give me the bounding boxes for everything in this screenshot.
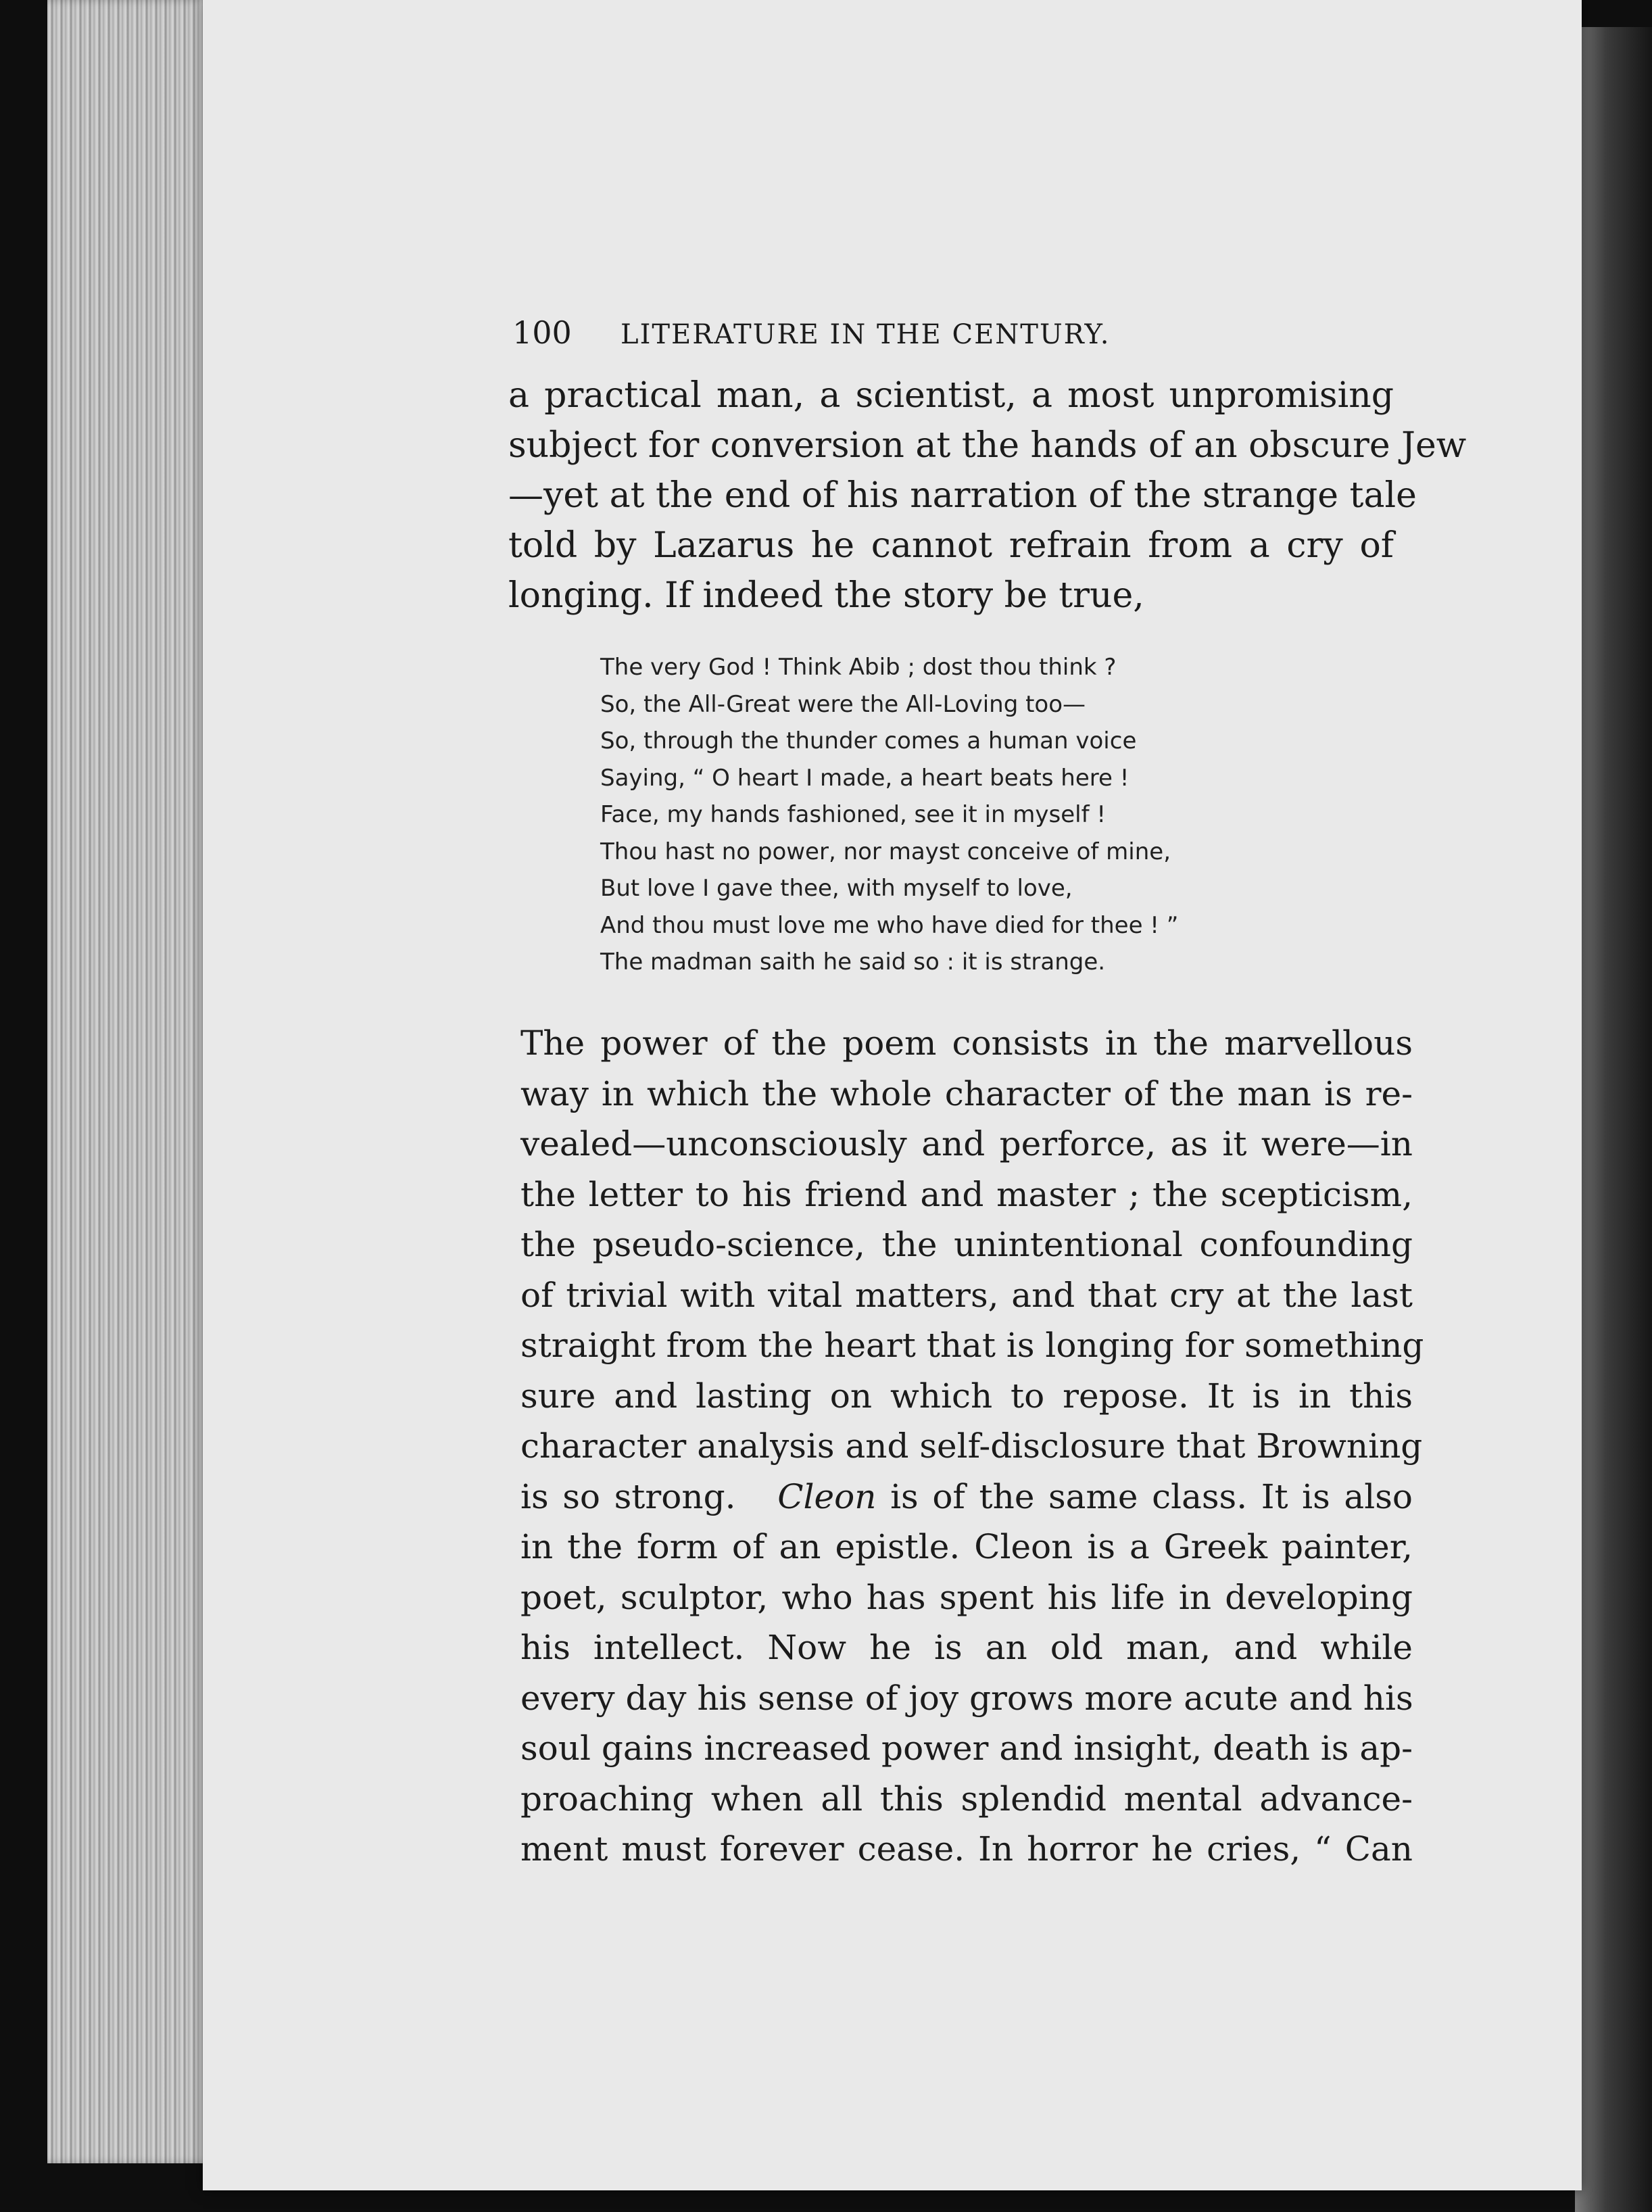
text-line: poet, sculptor, who has spent his life in developing	[520, 1577, 1413, 1617]
text-line: subject for conversion at the hands of an obscure Jew	[508, 425, 1467, 466]
poem-line: So, the All-Great were the All-Loving too—	[600, 690, 1086, 718]
text-line: the pseudo-science, the unintentional confounding	[520, 1225, 1413, 1264]
stacked-page-edges	[47, 0, 223, 2163]
binding-shadow	[1575, 27, 1652, 2212]
poem-line: The very God ! Think Abib ; dost thou think ?	[600, 654, 1117, 681]
text-line: vealed—unconsciously and perforce, as it were—in	[520, 1124, 1413, 1163]
line-end: is of the same class. It is also	[890, 1476, 1413, 1516]
running-title: LITERATURE IN THE CENTURY.	[621, 319, 1111, 350]
text-line: character analysis and self-disclosure that Browning	[520, 1426, 1423, 1466]
poem-line: Thou hast no power, nor mayst conceive of mine,	[600, 838, 1171, 865]
text-line: told by Lazarus he cannot refrain from a cry of	[508, 525, 1394, 566]
text-line: longing. If indeed the story be true,	[508, 575, 1144, 616]
text-line: his intellect. Now he is an old man, and while	[520, 1628, 1413, 1667]
text-line: sure and lasting on which to repose. It is in this	[520, 1376, 1413, 1416]
poem-line: And thou must love me who have died for thee ! ”	[600, 911, 1179, 939]
poem-line: Face, my hands fashioned, see it in myself !	[600, 801, 1107, 828]
text-line: ment must forever cease. In horror he cries, “ Can	[520, 1829, 1413, 1869]
line-start: is so strong.	[520, 1476, 736, 1516]
poem-line: But love I gave thee, with myself to love,	[600, 875, 1073, 902]
text-line: The power of the poem consists in the marvellous	[520, 1024, 1413, 1063]
paragraph-2	[520, 1018, 1424, 1875]
running-header	[512, 312, 1594, 353]
page-number: 100	[512, 314, 572, 351]
text-line: way in which the whole character of the man is re-	[520, 1074, 1413, 1113]
paragraph-1	[508, 370, 1467, 621]
poem-title-cleon: Cleon	[777, 1476, 877, 1516]
poem-line: So, through the thunder comes a human voice	[600, 727, 1137, 754]
text-line: every day his sense of joy grows more acute and his	[520, 1678, 1413, 1718]
text-line: proaching when all this splendid mental advance-	[520, 1779, 1413, 1819]
poem-line: The madman saith he said so : it is strange.	[600, 948, 1106, 976]
text-line-with-title	[520, 1472, 1413, 1522]
text-line: straight from the heart that is longing for something	[520, 1326, 1424, 1365]
text-line: the letter to his friend and master ; the scepticism,	[520, 1174, 1413, 1214]
poem-quotation	[600, 649, 1411, 981]
poem-line: Saying, “ O heart I made, a heart beats here !	[600, 764, 1129, 792]
text-line: of trivial with vital matters, and that cry at the last	[520, 1275, 1413, 1315]
text-line: —yet at the end of his narration of the strange tale	[508, 475, 1417, 516]
text-line: a practical man, a scientist, a most unpromising	[508, 375, 1394, 416]
text-line: in the form of an epistle. Cleon is a Greek painter,	[520, 1527, 1413, 1566]
text-line: soul gains increased power and insight, death is ap-	[520, 1729, 1413, 1768]
